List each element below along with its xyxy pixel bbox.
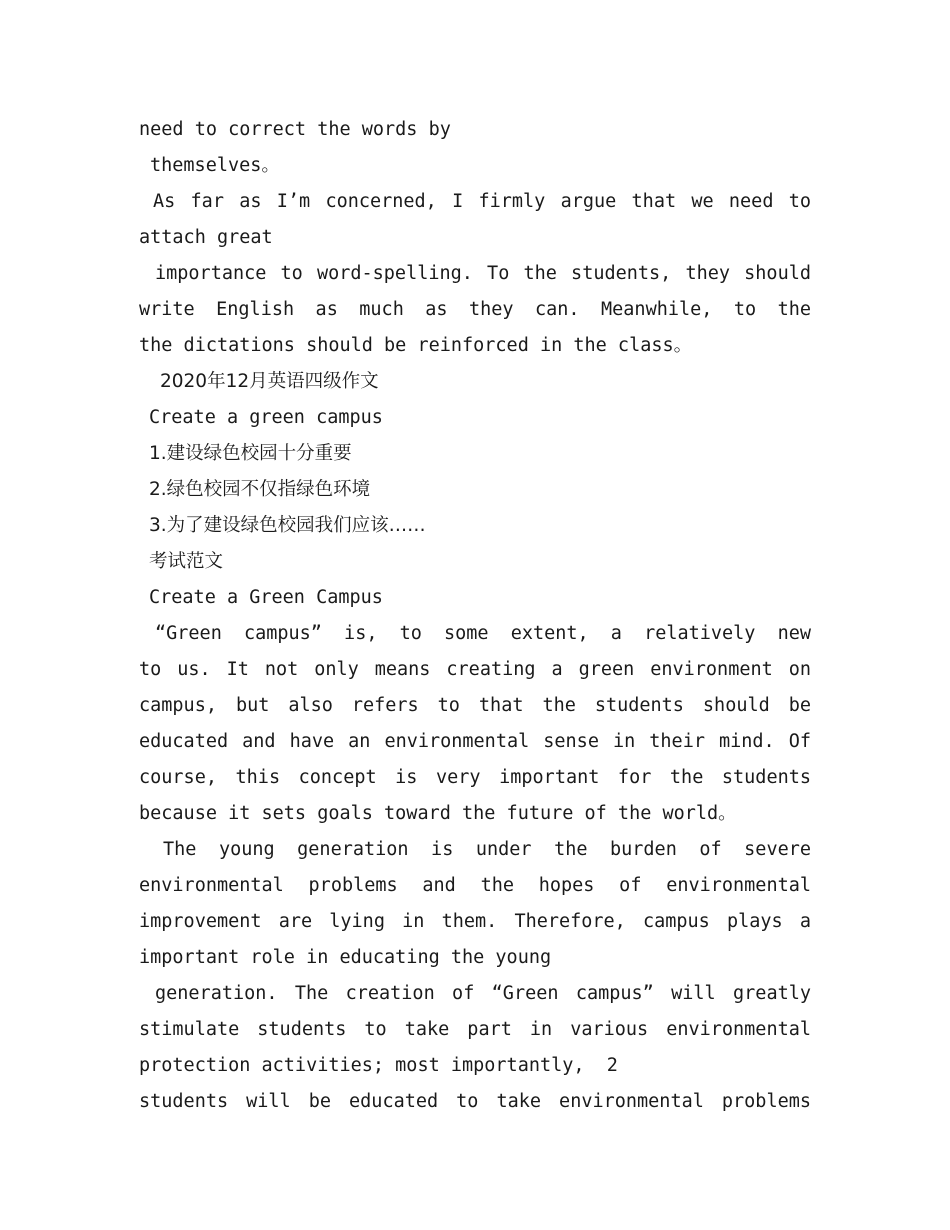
text-line: stimulate students to take part in various environmental — [139, 1019, 811, 1040]
text-line: to us. It not only means creating a green environment on — [139, 659, 811, 680]
text-line: 1.建设绿色校园十分重要 — [149, 443, 352, 464]
text-line: students will be educated to take environmental problems — [139, 1091, 811, 1112]
text-line: importance to word-spelling. To the students, they should — [155, 263, 811, 284]
text-line: course, this concept is very important for the students — [139, 767, 811, 788]
text-line: themselves。 — [150, 155, 280, 176]
text-line: protection activities; most importantly, 2 — [139, 1055, 618, 1076]
text-line: attach great — [139, 227, 273, 248]
text-line: The young generation is under the burden of severe — [163, 839, 811, 860]
text-line: environmental problems and the hopes of environmental — [139, 875, 811, 896]
text-line: important role in educating the young — [139, 947, 552, 968]
document-body — [139, 112, 811, 1120]
text-line: 2.绿色校园不仅指绿色环境 — [149, 479, 371, 500]
text-line: campus, but also refers to that the students should be — [139, 695, 811, 716]
text-line: educated and have an environmental sense in their mind. Of — [139, 731, 811, 752]
text-line: improvement are lying in them. Therefore, campus plays a — [139, 911, 811, 932]
text-line: Create a Green Campus — [149, 587, 383, 608]
text-line: the dictations should be reinforced in the class。 — [139, 335, 693, 356]
text-line: generation. The creation of “Green campus” will greatly — [155, 983, 811, 1004]
text-line: because it sets goals toward the future of the world。 — [139, 803, 737, 824]
text-line: 2020年12月英语四级作文 — [160, 371, 379, 392]
text-line: write English as much as they can. Meanwhile, to the — [139, 299, 811, 320]
text-line: 3.为了建设绿色校园我们应该…… — [149, 515, 426, 536]
text-line: “Green campus” is, to some extent, a relatively new — [155, 623, 811, 644]
text-line: need to correct the words by — [139, 119, 451, 140]
text-line: 考试范文 — [149, 551, 224, 572]
text-line: Create a green campus — [149, 407, 383, 428]
text-line: As far as I’m concerned, I firmly argue that we need to — [153, 191, 811, 212]
